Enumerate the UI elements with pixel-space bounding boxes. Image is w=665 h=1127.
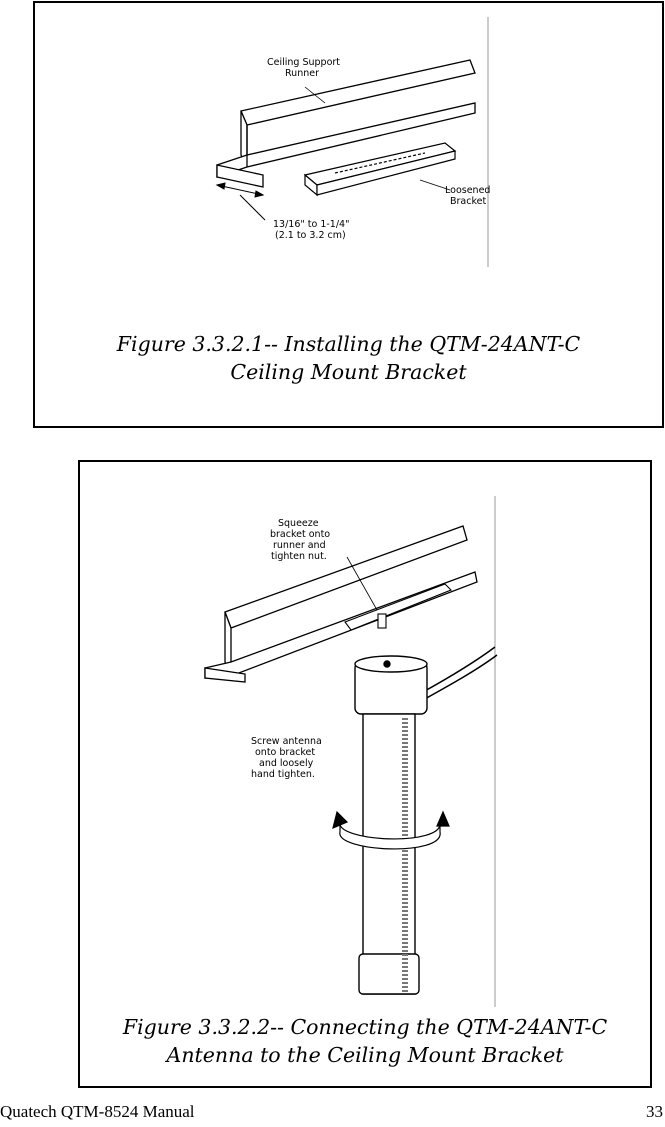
loosened-bracket-drawing [305,143,455,195]
squeeze-label-line2: bracket onto [270,529,331,540]
dimension-label-line1: 13/16" to 1-1/4" [273,219,350,230]
screw-label-line3: and loosely [259,758,314,769]
ceiling-bracket-install-illustration [205,15,505,270]
bracket-label-line2: Bracket [450,196,487,207]
figure-3-3-2-1-frame [33,1,664,428]
bracket-label-line1: Loosened [445,185,491,196]
figure-1-caption [35,330,662,386]
runner-label-line1: Ceiling Support [267,57,341,68]
figure-2-caption [80,1013,650,1069]
screw-label-line1: Screw antenna [251,736,322,747]
bracket-drawing [345,584,451,630]
squeeze-label-line3: runner and [273,540,326,551]
ceiling-runner-drawing [205,526,477,682]
figure-1-caption-line1: Figure 3.3.2.1-- Installing the QTM-24ANT-C [116,332,581,356]
squeeze-label-line1: Squeeze [278,518,319,529]
screw-label-line2: onto bracket [255,747,316,758]
squeeze-label-line4: tighten nut. [271,551,327,562]
figure-3-3-2-2-frame [78,460,652,1088]
antenna-connect-illustration [195,492,615,1012]
footer-page-number: 33 [646,1102,663,1121]
figure-2-caption-line1: Figure 3.3.2.2-- Connecting the QTM-24ANT-C [122,1015,608,1039]
footer-manual-name: Quatech QTM-8524 Manual [0,1102,195,1121]
figure-2-caption-line2: Antenna to the Ceiling Mount Bracket [166,1043,564,1067]
antenna-drawing [355,656,427,994]
dimension-arrow-drawing [217,183,265,220]
runner-label-line2: Runner [285,68,319,79]
figure-1-caption-line2: Ceiling Mount Bracket [230,360,467,384]
dimension-label-line2: (2.1 to 3.2 cm) [275,230,346,241]
screw-label-line4: hand tighten. [251,769,315,780]
